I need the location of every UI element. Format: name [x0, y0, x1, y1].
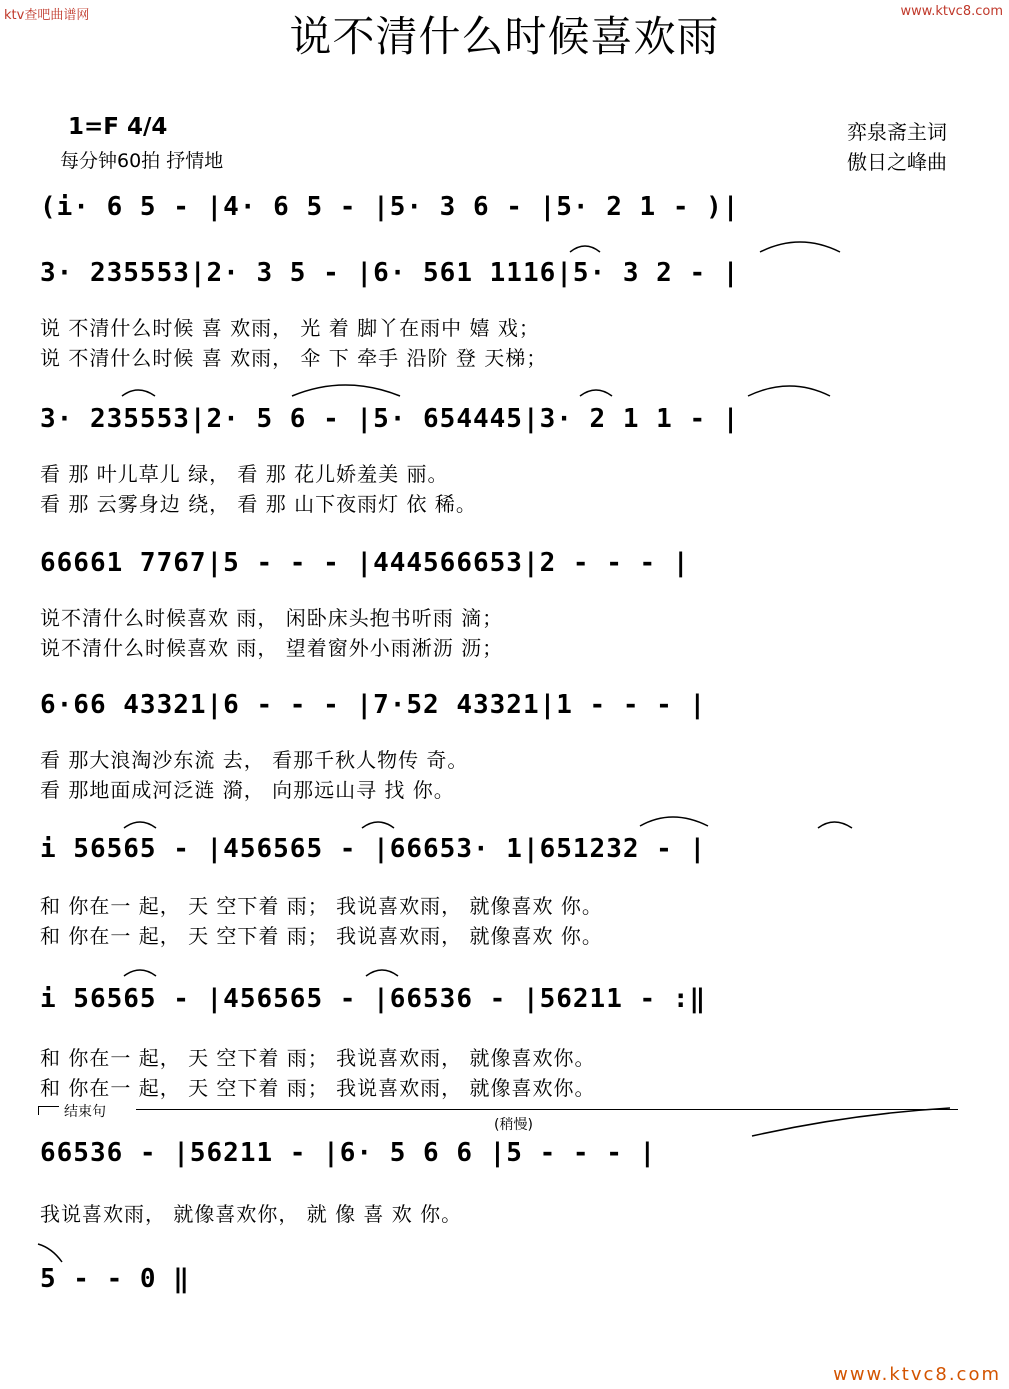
slur-14 [38, 1244, 62, 1262]
lyric-line-7-verse-2: 和 你在一 起， 天 空下着 雨； 我说喜欢雨， 就像喜欢你。 [40, 1076, 596, 1100]
key-signature: 1=F 4/4 [68, 114, 168, 140]
score-line-3: 3· 235553|2· 5 6 - |5· 654445|3· 2 1 1 - | [40, 404, 740, 434]
score-line-7: i 56565 - |456565 - |66536 - |56211 - :‖ [40, 984, 707, 1014]
score-line-2: 3· 235553|2· 3 5 - |6· 561 1116|5· 3 2 - | [40, 258, 740, 288]
slur-6 [748, 386, 830, 396]
lyric-line-4-verse-1: 说不清什么时候喜欢 雨， 闲卧床头抱书听雨 滴； [40, 606, 504, 630]
tempo-marking: 每分钟60拍 抒情地 [60, 150, 224, 172]
lyric-line-7-verse-1: 和 你在一 起， 天 空下着 雨； 我说喜欢雨， 就像喜欢你。 [40, 1046, 596, 1070]
lyric-line-5-verse-1: 看 那大浪淘沙东流 去， 看那千秋人物传 奇。 [40, 748, 469, 772]
slower-marking: (稍慢) [494, 1117, 533, 1133]
slur-13 [752, 1108, 950, 1136]
lyric-line-6-verse-2: 和 你在一 起， 天 空下着 雨； 我说喜欢雨， 就像喜欢 你。 [40, 924, 603, 948]
lyric-line-6-verse-1: 和 你在一 起， 天 空下着 雨； 我说喜欢雨， 就像喜欢 你。 [40, 894, 603, 918]
lyric-line-3-verse-1: 看 那 叶儿草儿 绿， 看 那 花儿娇羞美 丽。 [40, 462, 449, 486]
lyric-line-8: 我说喜欢雨， 就像喜欢你， 就 像 喜 欢 你。 [40, 1202, 463, 1226]
slur-9 [640, 817, 708, 826]
slur-11 [124, 970, 156, 976]
score-line-1: (i· 6 5 - |4· 6 5 - |5· 3 6 - |5· 2 1 - )| [40, 192, 740, 222]
lyric-line-5-verse-2: 看 那地面成河泛涟 漪， 向那远山寻 找 你。 [40, 778, 455, 802]
slur-12 [366, 970, 398, 976]
slur-3 [122, 390, 155, 396]
score-line-6: i 56565 - |456565 - |66653· 1|651232 - | [40, 834, 707, 864]
lyric-line-2-verse-2: 说 不清什么时候 喜 欢雨， 伞 下 牵手 沿阶 登 天梯； [40, 346, 548, 370]
score-line-5: 6·66 43321|6 - - - |7·52 43321|1 - - - | [40, 690, 707, 720]
slur-8 [362, 822, 394, 828]
watermark: www.ktvc8.com [833, 1364, 1001, 1385]
slur-10 [818, 822, 852, 828]
site-name-left: ktv查吧曲谱网 [4, 8, 90, 23]
score-line-8: 66536 - |56211 - |6· 5 6 6 |5 - - - | [40, 1138, 657, 1168]
slur-1 [570, 246, 600, 252]
slur-4 [292, 385, 400, 396]
slur-2 [760, 242, 840, 252]
score-line-4: 66661 7767|5 - - - |444566653|2 - - - | [40, 548, 690, 578]
lyric-line-2-verse-1: 说 不清什么时候 喜 欢雨， 光 着 脚丫在雨中 嬉 戏； [40, 316, 540, 340]
lyric-line-3-verse-2: 看 那 云雾身边 绕， 看 那 山下夜雨灯 依 稀。 [40, 492, 477, 516]
song-title: 说不清什么时候喜欢雨 [289, 12, 720, 61]
lyric-line-4-verse-2: 说不清什么时候喜欢 雨， 望着窗外小雨淅沥 沥； [40, 636, 504, 660]
score-line-9: 5 - - 0 ‖ [40, 1264, 190, 1294]
slur-7 [124, 822, 156, 828]
slur-5 [580, 390, 612, 396]
site-url-right: www.ktvc8.com [900, 4, 1003, 19]
composer-credit: 傲日之峰曲 [847, 150, 947, 174]
ending-label: 结束句 [64, 1104, 106, 1120]
lyricist-credit: 弈泉斋主词 [847, 120, 947, 144]
